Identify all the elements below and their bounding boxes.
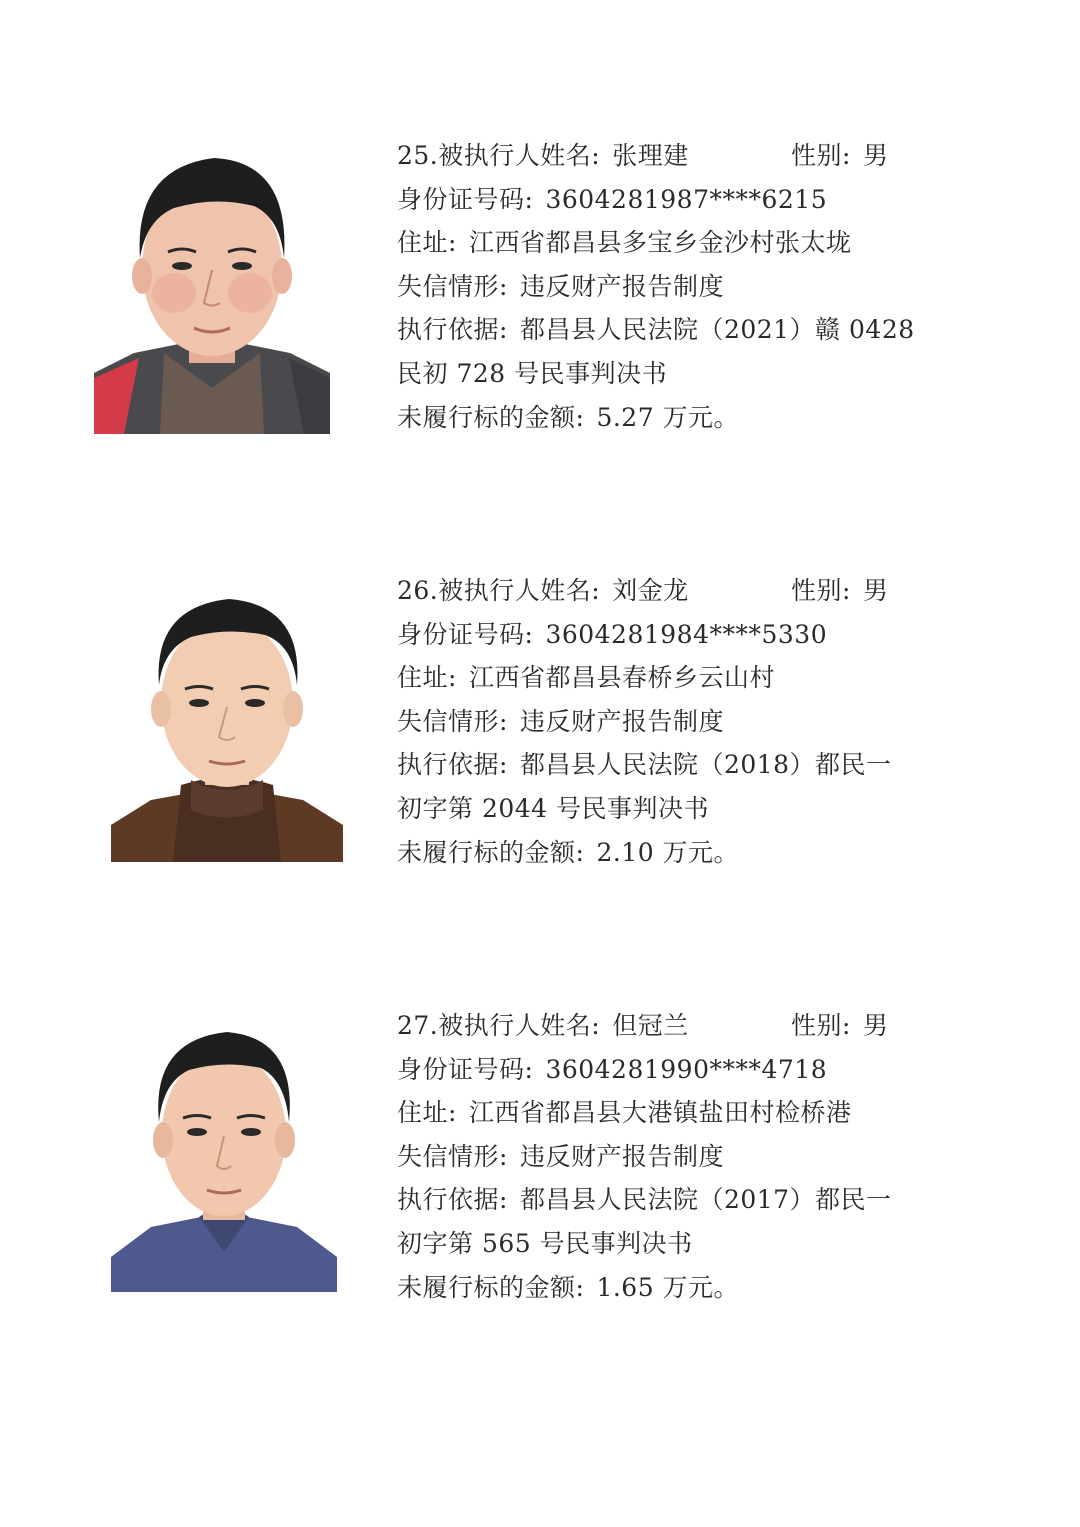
gender-label: 性别: — [791, 141, 851, 170]
portrait-image — [94, 148, 330, 434]
amount-value: 5.27 万元。 — [596, 402, 740, 432]
debtor-photo — [94, 148, 330, 434]
debtor-name: 但冠兰 — [612, 1011, 689, 1040]
address-value: 江西省都昌县春桥乡云山村 — [468, 663, 775, 693]
debtor-entry — [0, 565, 1080, 905]
situation-line — [397, 700, 997, 744]
portrait-image — [111, 585, 343, 862]
gender-field — [791, 569, 888, 613]
id-line — [397, 178, 997, 222]
id-line — [397, 613, 997, 657]
basis-value-continued: 民初 728 号民事判决书 — [397, 358, 668, 388]
id-label: 身份证号码: — [397, 1054, 534, 1084]
debtor-name: 刘金龙 — [612, 576, 689, 605]
address-value: 江西省都昌县多宝乡金沙村张太垅 — [468, 228, 852, 258]
debtor-name: 张理建 — [612, 141, 689, 170]
situation-value: 违反财产报告制度 — [519, 706, 724, 736]
id-label: 身份证号码: — [397, 619, 534, 649]
debtor-info — [397, 1004, 997, 1309]
basis-value: 都昌县人民法院（2017）都民一 — [519, 1185, 892, 1215]
situation-line — [397, 265, 997, 309]
situation-value: 违反财产报告制度 — [519, 271, 724, 301]
amount-value: 2.10 万元。 — [596, 837, 740, 867]
basis-value: 都昌县人民法院（2021）赣 0428 — [519, 315, 915, 345]
debtor-info — [397, 569, 997, 874]
amount-label: 未履行标的金额: — [397, 837, 585, 867]
name-label: 被执行人姓名: — [438, 576, 601, 605]
amount-line — [397, 1266, 997, 1310]
basis-label: 执行依据: — [397, 315, 508, 345]
situation-line — [397, 1135, 997, 1179]
address-label: 住址: — [397, 1098, 457, 1128]
entry-number: 26. — [397, 576, 439, 605]
situation-label: 失信情形: — [397, 1141, 508, 1171]
gender-value: 男 — [862, 1011, 889, 1040]
address-label: 住址: — [397, 228, 457, 258]
id-number: 3604281984****5330 — [545, 619, 828, 649]
gender-label: 性别: — [791, 1011, 851, 1040]
name-line — [397, 134, 997, 178]
gender-field — [791, 134, 888, 178]
id-number: 3604281990****4718 — [545, 1054, 828, 1084]
basis-label: 执行依据: — [397, 750, 508, 780]
debtor-photo — [111, 585, 343, 862]
amount-line — [397, 396, 997, 440]
address-line — [397, 1091, 997, 1135]
basis-value-continued: 初字第 565 号民事判决书 — [397, 1228, 693, 1258]
gender-value: 男 — [862, 576, 889, 605]
amount-label: 未履行标的金额: — [397, 1272, 585, 1302]
basis-value: 都昌县人民法院（2018）都民一 — [519, 750, 892, 780]
id-label: 身份证号码: — [397, 184, 534, 214]
gender-label: 性别: — [791, 576, 851, 605]
basis-value-continued: 初字第 2044 号民事判决书 — [397, 793, 710, 823]
id-line — [397, 1048, 997, 1092]
situation-label: 失信情形: — [397, 271, 508, 301]
gender-value: 男 — [862, 141, 889, 170]
basis-line-continued — [397, 1222, 997, 1266]
id-number: 3604281987****6215 — [545, 184, 828, 214]
amount-line — [397, 831, 997, 875]
basis-line — [397, 743, 997, 787]
address-label: 住址: — [397, 663, 457, 693]
debtor-entry — [0, 1000, 1080, 1340]
name-label: 被执行人姓名: — [438, 1011, 601, 1040]
address-line — [397, 656, 997, 700]
name-line — [397, 569, 997, 613]
entry-number: 25. — [397, 141, 439, 170]
debtor-entry — [0, 130, 1080, 470]
debtor-info — [397, 134, 997, 439]
name-label: 被执行人姓名: — [438, 141, 601, 170]
basis-line — [397, 308, 997, 352]
basis-line-continued — [397, 787, 997, 831]
debtor-photo — [111, 1022, 337, 1292]
situation-label: 失信情形: — [397, 706, 508, 736]
basis-label: 执行依据: — [397, 1185, 508, 1215]
amount-label: 未履行标的金额: — [397, 402, 585, 432]
address-value: 江西省都昌县大港镇盐田村检桥港 — [468, 1098, 852, 1128]
basis-line — [397, 1178, 997, 1222]
address-line — [397, 221, 997, 265]
gender-field — [791, 1004, 888, 1048]
amount-value: 1.65 万元。 — [596, 1272, 740, 1302]
basis-line-continued — [397, 352, 997, 396]
situation-value: 违反财产报告制度 — [519, 1141, 724, 1171]
entry-number: 27. — [397, 1011, 439, 1040]
portrait-image — [111, 1022, 337, 1292]
name-line — [397, 1004, 997, 1048]
